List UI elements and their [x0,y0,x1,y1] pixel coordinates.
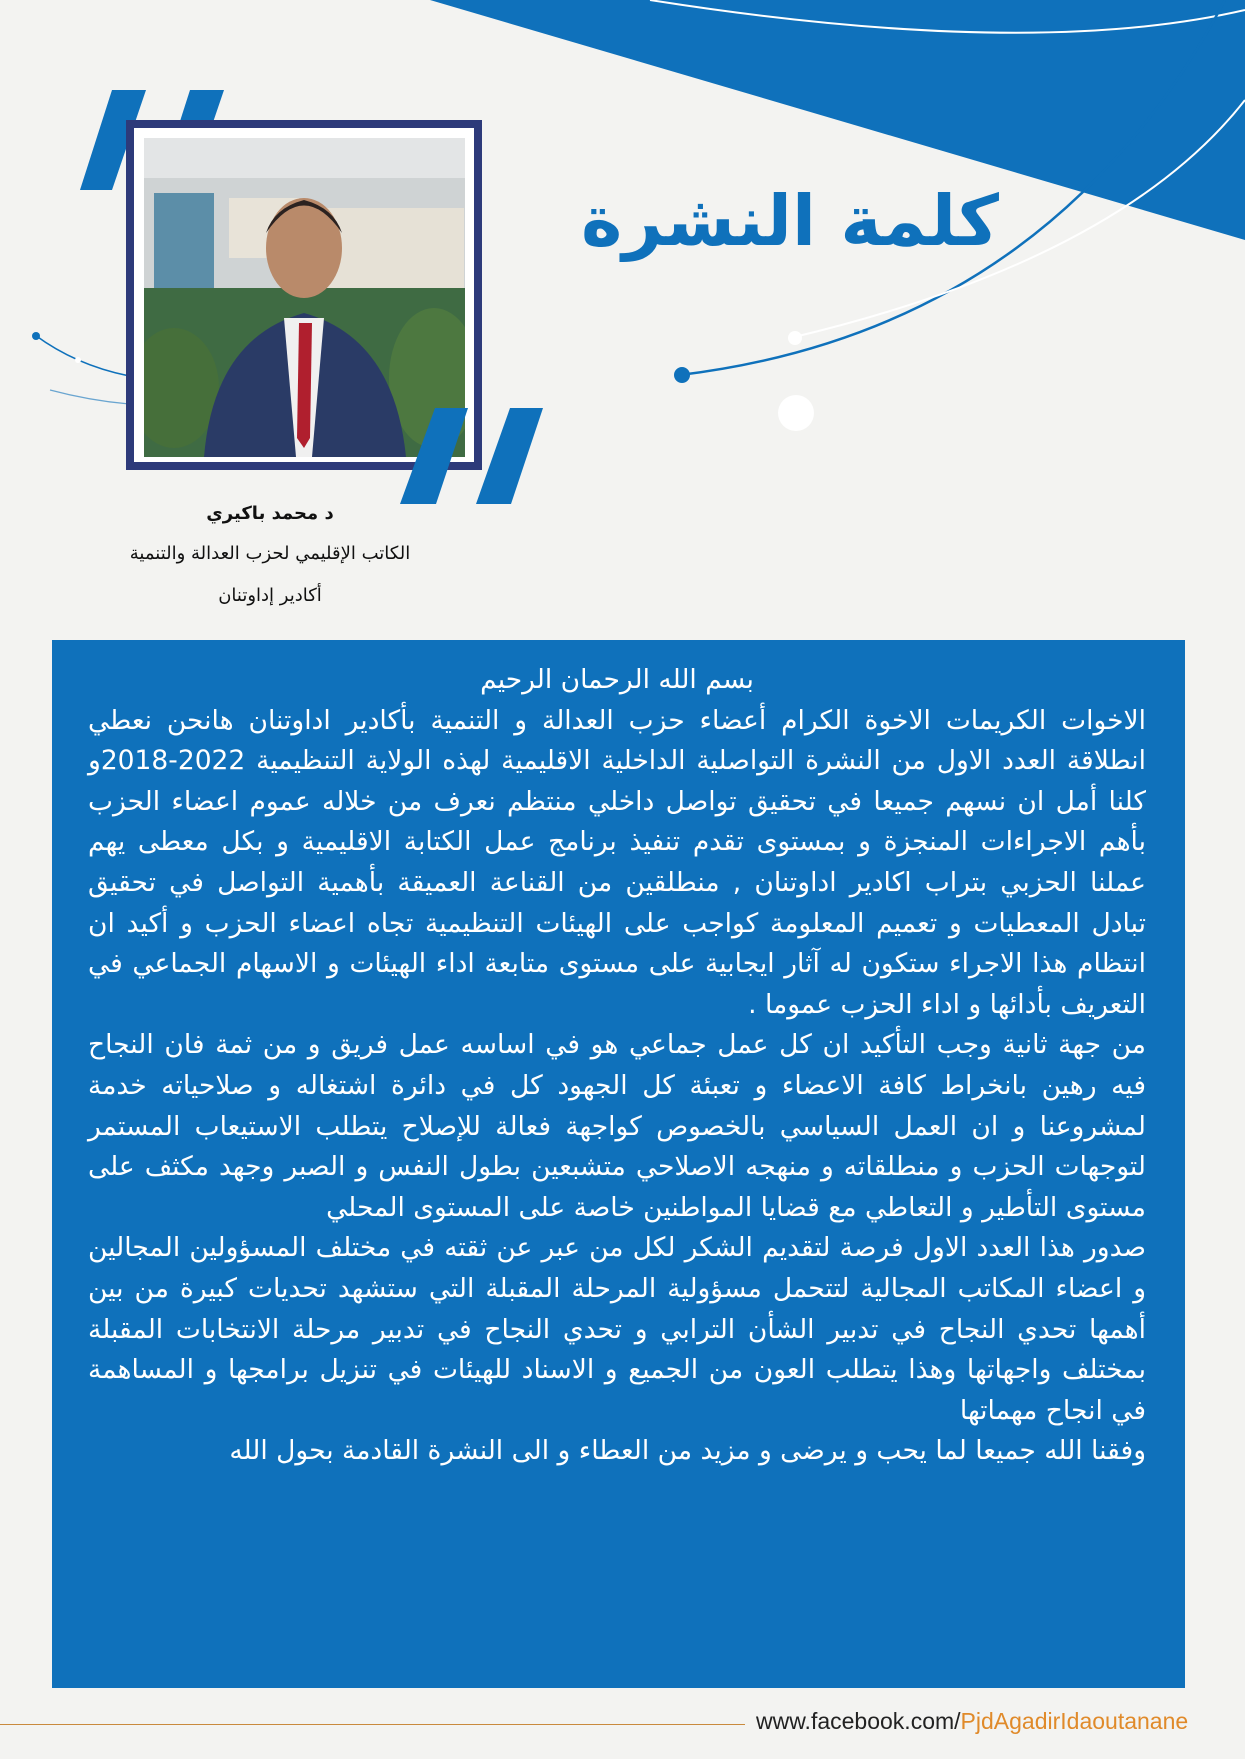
author-name: د محمد باكيري [206,503,334,524]
article-body [88,660,1146,1472]
footer-url-prefix: www.facebook.com/ [756,1708,961,1734]
footer-divider [0,1724,745,1725]
dot-blue-left [32,332,40,340]
footer-url[interactable] [756,1708,1188,1735]
page-title: كلمة النشرة [581,180,999,262]
dot-white-left-small [75,357,81,363]
quote-mark-right-1 [400,408,468,504]
author-role: الكاتب الإقليمي لحزب العدالة والتنمية [129,543,411,564]
author-location: أكادير إداوتنان [218,585,322,606]
quote-mark-right-2 [476,408,543,504]
dot-white-right-2 [778,395,814,431]
article-paragraph-2: من جهة ثانية وجب التأكيد ان كل عمل جماعي هو في اساسه عمل فريق و من ثمة فان النجاح فيه رهين بانخراط كافة الاعضاء و تعبئة كل الجهود كل في دائرة اشتغاله و صلاحياته خدمة لمشروعنا و ان العمل السياسي بالخصوص كواجهة فعالة للإصلاح يتطلب الاستيعاب المستمر لتوجهات الحزب و منطلقاته و منهجه الاصلاحي متشبعين بطول النفس و الصبر وجهد مكثف على مستوى التأطير و التعاطي مع قضايا المواطنين خاصة على المستوى المحلي [88,1029,1146,1223]
dot-blue-right [674,367,690,383]
article-paragraph-4: وفقنا الله جميعا لما يحب و يرضى و مزيد من العطاء و الى النشرة القادمة بحول الله [229,1435,1146,1467]
footer-url-page: PjdAgadirIdaoutanane [960,1708,1189,1734]
article-paragraph-1: الاخوات الكريمات الاخوة الكرام أعضاء حزب العدالة و التنمية بأكادير اداوتنان هانحن نعطي انطلاقة العدد الاول من النشرة التواصلية الداخلية الاقليمية لهذه الولاية التنظيمية 2022-2018و كلنا أمل ان نسهم جميعا في تحقيق تواصل داخلي منتظم نعرف من خلاله عموم اعضاء الحزب بأهم الاجراءات المنجزة و بمستوى تقدم تنفيذ برنامج عمل الكتابة الاقليمية و بكل معطى يهم عملنا الحزبي بتراب اكادير اداوتنان , منطلقين من القناعة العميقة بأهمية التواصل في تحقيق تبادل المعطيات و تعميم المعلومة كواجب على الهيئات التنظيمية تجاه اعضاء الحزب و أكيد ان انتظام هذا الاجراء ستكون له آثار ايجابية على مستوى متابعة اداء الهيئات و الاسهام الجماعي في التعريف بأدائها و اداء الحزب عموما . [88,704,1146,1020]
dot-white-right-1 [788,331,802,345]
article-paragraph-3: صدور هذا العدد الاول فرصة لتقديم الشكر لكل من عبر عن ثقته في مختلف المسؤولين المجالين و اعضاء المكاتب المجالية لتتحمل مسؤولية المرحلة المقبلة التي ستشهد تحديات كبيرة من بين أهمها تحدي النجاح في تدبير الشأن الترابي و تحدي النجاح في تدبير مرحلة الانتخابات المقبلة بمختلف واجهاتها وهذا يتطلب العون من الجميع و الاسناد للهيئات في تنزيل برامجها و المساهمة في انجاح مهماتها [88,1232,1146,1426]
article-opening: بسم الله الرحمان الرحيم [480,664,754,695]
quote-marks-right [400,408,550,508]
